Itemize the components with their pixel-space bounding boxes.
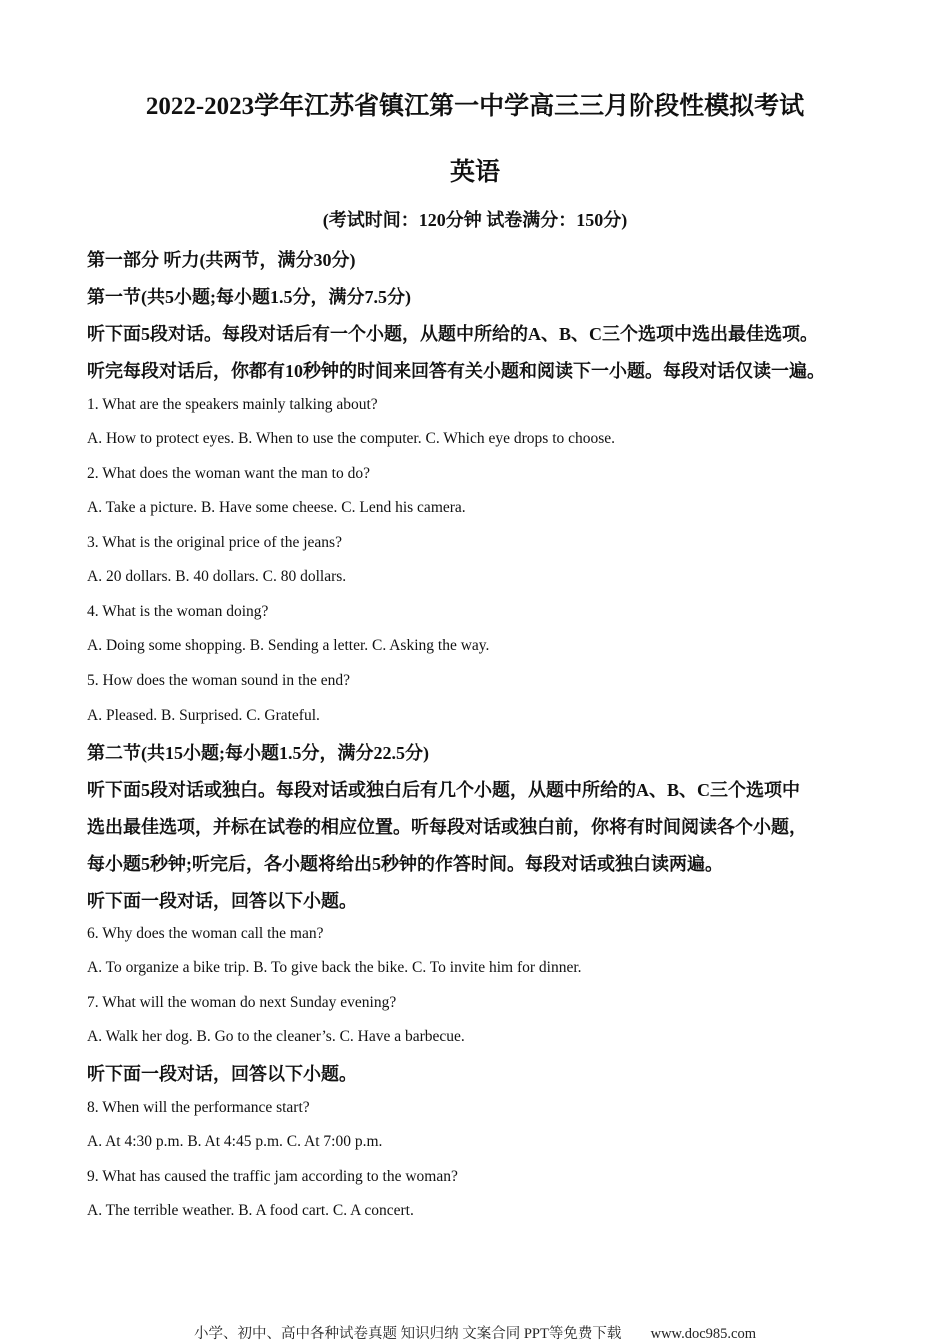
question-7: 7. What will the woman do next Sunday evening? — [87, 994, 397, 1011]
question-5-options: A. Pleased. B. Surprised. C. Grateful. — [87, 707, 320, 724]
question-9-options: A. The terrible weather. B. A food cart. C. A concert. — [87, 1202, 414, 1219]
question-3: 3. What is the original price of the jeans? — [87, 534, 342, 551]
question-5: 5. How does the woman sound in the end? — [87, 672, 351, 689]
question-2: 2. What does the woman want the man to do? — [87, 465, 370, 482]
page-footer — [0, 1322, 950, 1343]
exam-info: (考试时间：120分钟 试卷满分：150分) — [322, 210, 628, 230]
question-6-options: A. To organize a bike trip. B. To give back the bike. C. To invite him for dinner. — [87, 959, 582, 976]
dialog-intro: 听下面一段对话，回答以下小题。 — [87, 1064, 357, 1084]
question-4-options: A. Doing some shopping. B. Sending a letter. C. Asking the way. — [87, 637, 490, 654]
question-1-options: A. How to protect eyes. B. When to use the computer. C. Which eye drops to choose. — [87, 430, 616, 447]
part1-heading: 第一部分 听力(共两节，满分30分) — [87, 250, 356, 270]
exam-title: 2022-2023学年江苏省镇江第一中学高三三月阶段性模拟考试 — [145, 93, 805, 120]
section2-instruction-line: 每小题5秒钟;听完后，各小题将给出5秒钟的作答时间。每段对话或独白读两遍。 — [87, 854, 723, 874]
footer-url[interactable]: www.doc985.com — [650, 1326, 756, 1342]
question-8: 8. When will the performance start? — [87, 1099, 310, 1116]
exam-subject: 英语 — [449, 159, 500, 186]
section1-instruction-line: 听完每段对话后，你都有10秒钟的时间来回答有关小题和阅读下一小题。每段对话仅读一遍。 — [87, 361, 825, 381]
section1-instruction-line: 听下面5段对话。每段对话后有一个小题，从题中所给的A、B、C三个选项中选出最佳选项。 — [87, 324, 818, 344]
section2-instruction-line: 选出最佳选项，并标在试卷的相应位置。听每段对话或独白前，你将有时间阅读各个小题， — [87, 817, 807, 837]
question-1: 1. What are the speakers mainly talking about? — [87, 396, 378, 413]
footer-text: 小学、初中、高中各种试卷真题 知识归纳 文案合同 PPT等免费下载 — [194, 1326, 622, 1342]
question-9: 9. What has caused the traffic jam according to the woman? — [87, 1168, 458, 1185]
section1-heading: 第一节(共5小题;每小题1.5分，满分7.5分) — [87, 287, 411, 307]
dialog-intro: 听下面一段对话，回答以下小题。 — [87, 891, 357, 911]
question-3-options: A. 20 dollars. B. 40 dollars. C. 80 dollars. — [87, 568, 347, 585]
question-6: 6. Why does the woman call the man? — [87, 925, 324, 942]
question-4: 4. What is the woman doing? — [87, 603, 269, 620]
section2-heading: 第二节(共15小题;每小题1.5分，满分22.5分) — [87, 743, 429, 763]
question-2-options: A. Take a picture. B. Have some cheese. C. Lend his camera. — [87, 499, 466, 516]
question-8-options: A. At 4:30 p.m. B. At 4:45 p.m. C. At 7:00 p.m. — [87, 1133, 383, 1150]
section2-instruction-line: 听下面5段对话或独白。每段对话或独白后有几个小题，从题中所给的A、B、C三个选项中 — [87, 780, 800, 800]
question-7-options: A. Walk her dog. B. Go to the cleaner’s. C. Have a barbecue. — [87, 1028, 465, 1045]
